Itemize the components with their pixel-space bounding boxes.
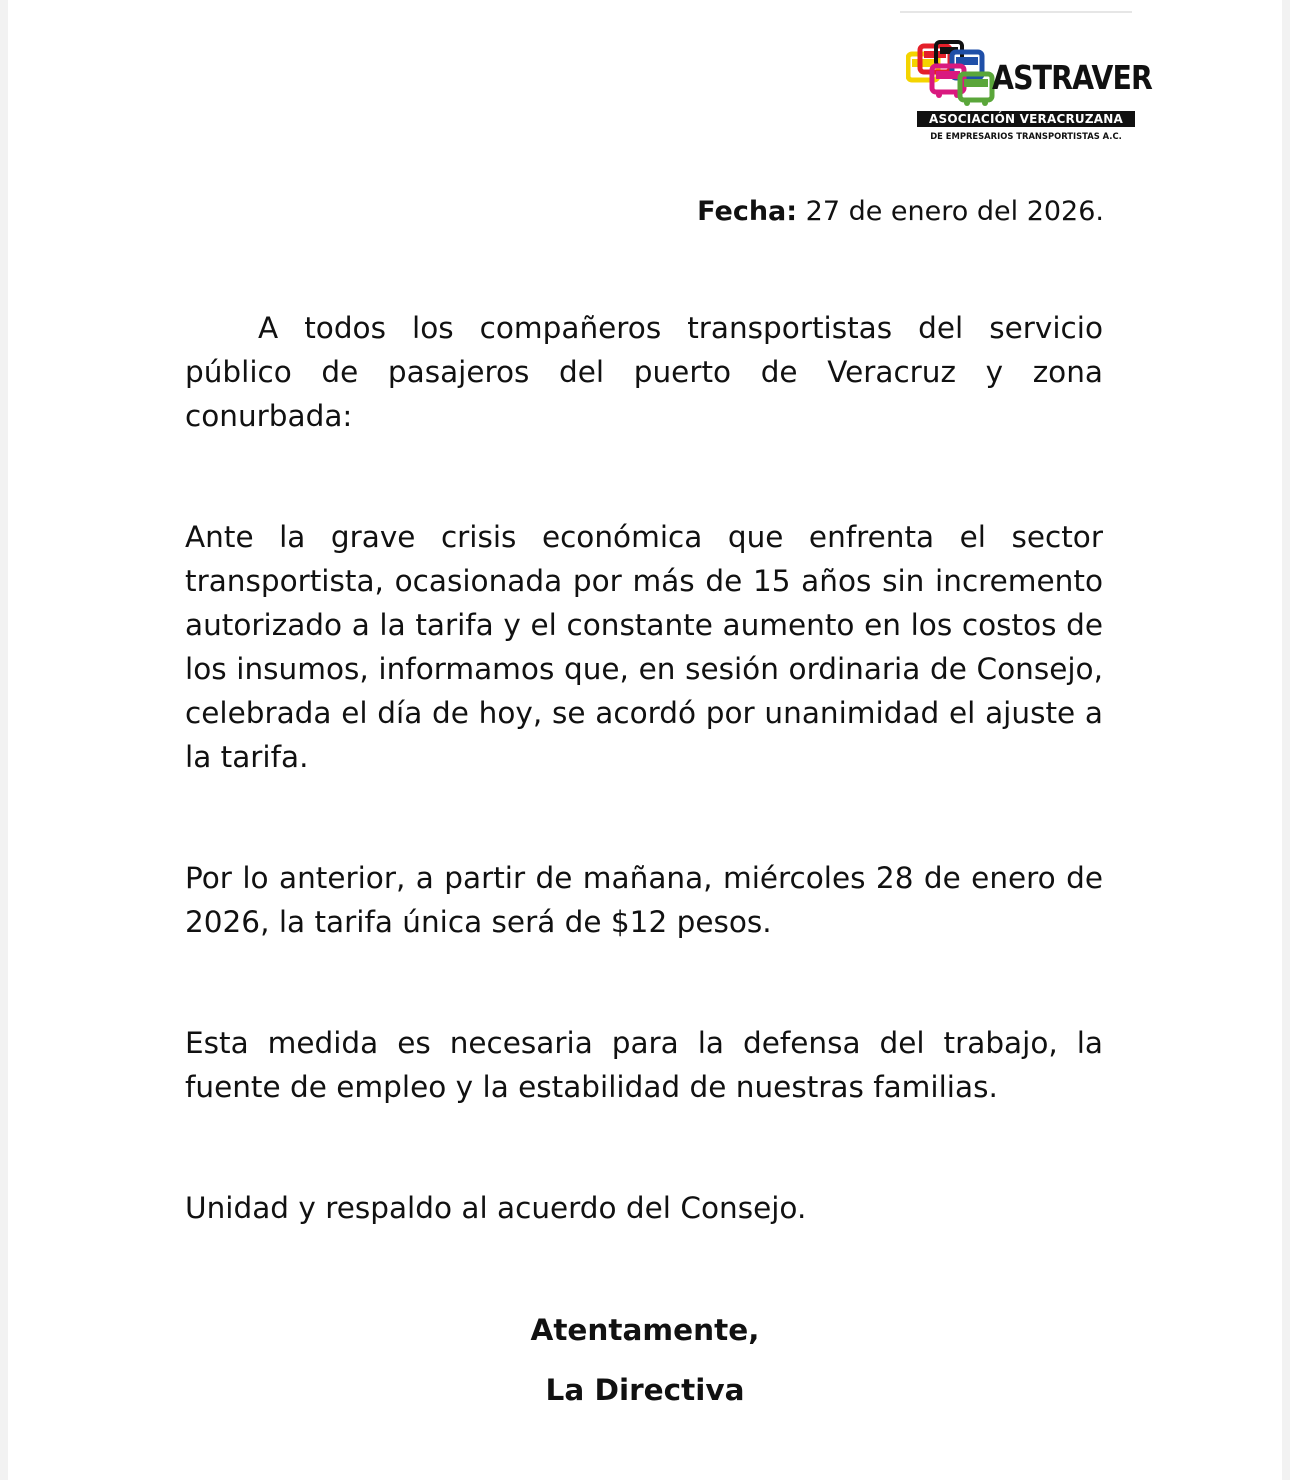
logo-subtitle: DE EMPRESARIOS TRANSPORTISTAS A.C. — [930, 131, 1122, 141]
buses-logo-icon — [906, 40, 1001, 106]
justification-paragraph: Esta medida es necesaria para la defensa del trabajo, la fuente de empleo y la estabilidad de nuestras familias. — [185, 1026, 1103, 1104]
date-label: Fecha: — [697, 196, 798, 227]
closing-salutation: Atentamente, — [530, 1313, 760, 1347]
signer-name: La Directiva — [545, 1373, 745, 1407]
greeting-paragraph: A todos los compañeros transportistas del servicio público de pasajeros del puerto de Veracruz y zona conurbada: — [185, 311, 1103, 433]
astraver-logo — [906, 38, 1152, 148]
document-page — [8, 0, 1282, 1480]
unity-paragraph: Unidad y respaldo al acuerdo del Consejo. — [185, 1191, 807, 1225]
date-value: 27 de enero del 2026. — [797, 196, 1104, 227]
crisis-paragraph: Ante la grave crisis económica que enfrenta el sector transportista, ocasionada por más de 15 años sin incremento autorizado a la tarifa y el constante aumento en los costos de los insumos, informamos que, en sesión ordinaria de Consejo, celebrada el día de hoy, se acordó por unanimidad el ajuste a la tarifa. — [185, 520, 1103, 774]
logo-brand-name: ASTRAVER — [992, 58, 1152, 97]
logo-tagline: ASOCIACIÓN VERACRUZANA — [917, 111, 1135, 127]
document-date — [697, 196, 1104, 227]
header-divider — [900, 11, 1132, 13]
fare-announcement-paragraph: Por lo anterior, a partir de mañana, miércoles 28 de enero de 2026, la tarifa única será de $12 pesos. — [185, 861, 1103, 939]
